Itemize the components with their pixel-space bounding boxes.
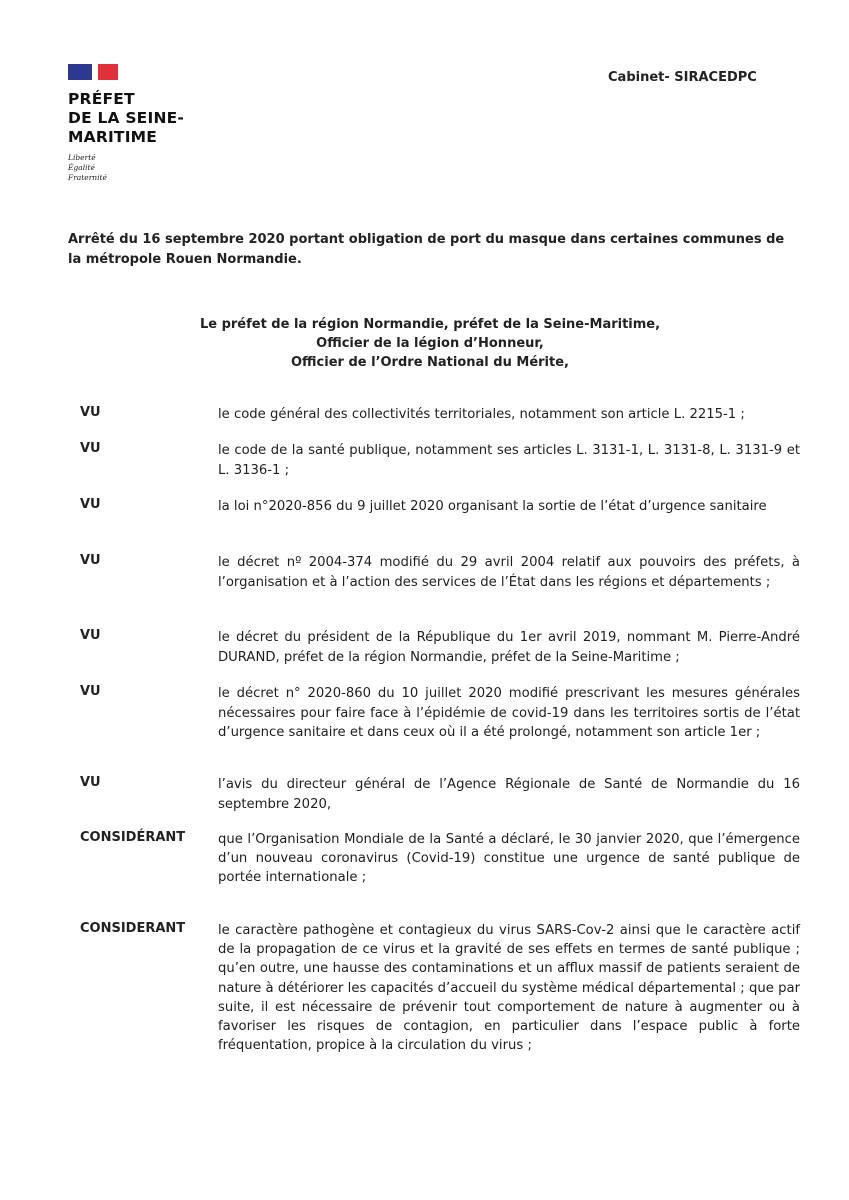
motto-line: Égalité bbox=[68, 163, 95, 172]
clause-text: le décret nº 2004-374 modifié du 29 avril 2004 relatif aux pouvoirs des préfets, à l’organisation et à l’action des services de l’État dans les régions et départements ; bbox=[218, 555, 800, 590]
clause-key: CONSIDERANT bbox=[80, 921, 186, 936]
authority-line: Le préfet de la région Normandie, préfet de la Seine-Maritime, bbox=[199, 317, 661, 332]
prefecture-name-line: PRÉFET bbox=[68, 90, 135, 108]
prefecture-name-line: MARITIME bbox=[68, 128, 158, 146]
motto-line: Fraternité bbox=[68, 173, 107, 182]
clause-text: la loi n°2020-856 du 9 juillet 2020 organisant la sortie de l’état d’urgence sanitaire bbox=[218, 499, 767, 514]
clause-text: l’avis du directeur général de l’Agence Régionale de Santé de Normandie du 16 septembre 2020, bbox=[218, 777, 800, 812]
authority-line: Officier de la légion d’Honneur, bbox=[316, 336, 544, 351]
clause-key: CONSIDÉRANT bbox=[80, 830, 186, 845]
marianne-flag-icon bbox=[68, 64, 118, 80]
clause-key: VU bbox=[80, 628, 101, 643]
clause-text: le code général des collectivités territoriales, notamment son article L. 2215-1 ; bbox=[218, 407, 745, 422]
clause-text: le code de la santé publique, notamment ses articles L. 3131-1, L. 3131-8, L. 3131-9 et L. 3136-1 ; bbox=[218, 443, 800, 478]
clause-key: VU bbox=[80, 684, 101, 699]
motto-line: Liberté bbox=[68, 153, 96, 162]
clause-key: VU bbox=[80, 775, 101, 790]
prefecture-name-line: DE LA SEINE- bbox=[68, 109, 185, 127]
authority-line: Officier de l’Ordre National du Mérite, bbox=[291, 355, 569, 370]
clause-text: le décret du président de la République du 1er avril 2019, nommant M. Pierre-André DURAND, préfet de la région Normandie, préfet de la Seine-Maritime ; bbox=[218, 630, 800, 665]
clause-key: VU bbox=[80, 405, 101, 420]
cabinet-reference: Cabinet- SIRACEDPC bbox=[608, 70, 757, 85]
clause-key: VU bbox=[80, 497, 101, 512]
authority-block bbox=[150, 315, 710, 372]
clause-text: le décret n° 2020-860 du 10 juillet 2020 modifié prescrivant les mesures générales nécessaires pour faire face à l’épidémie de covid-19 dans les territoires sortis de l’état d’urgence sanitaire et dans ceux où il a été prolongé, notamment son article 1er ; bbox=[218, 686, 800, 740]
prefecture-logo bbox=[68, 64, 184, 183]
clause-text: le caractère pathogène et contagieux du virus SARS-Cov-2 ainsi que le caractère actif de la propagation de ce virus et la gravité de ses effets en termes de santé publique ; qu’en outre, une hausse des contaminations et un afflux massif de patients seraient de nature à détériorer les capacités d’accueil du système médical départemental ; que par suite, il est nécessaire de prévenir tout comportement de nature à augmenter ou à favoriser les risques de contagion, en particulier dans l’espace public à forte fréquentation, propice à la circulation du virus ; bbox=[218, 923, 800, 1054]
prefecture-name bbox=[68, 90, 184, 147]
arrete-title: Arrêté du 16 septembre 2020 portant obligation de port du masque dans certaines communes de la métropole Rouen Normandie. bbox=[68, 232, 785, 267]
clause-key: VU bbox=[80, 441, 101, 456]
clause-key: VU bbox=[80, 553, 101, 568]
republic-motto bbox=[68, 153, 184, 183]
clause-text: que l’Organisation Mondiale de la Santé a déclaré, le 30 janvier 2020, que l’émergence d’un nouveau coronavirus (Covid-19) constitue une urgence de santé publique de portée internationale ; bbox=[218, 832, 800, 886]
